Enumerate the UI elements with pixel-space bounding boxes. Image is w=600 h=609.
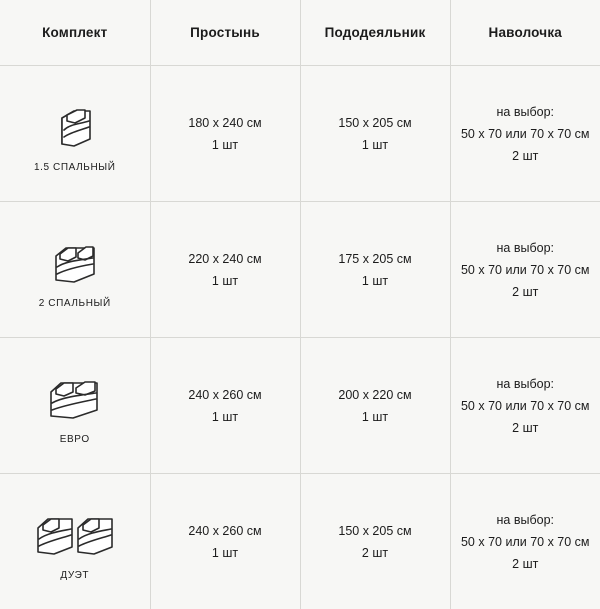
sheet-cell [150, 66, 300, 202]
kit-cell [0, 474, 150, 609]
duvet-cover-cell [300, 338, 450, 474]
pillow-choice: на выбор: [451, 101, 600, 123]
sheet-qty: 1 шт [151, 406, 300, 428]
table-row [0, 66, 600, 202]
pillow-qty: 2 шт [451, 553, 600, 575]
table-header-row [0, 0, 600, 66]
kit-cell [0, 66, 150, 202]
duvet-qty: 1 шт [301, 134, 450, 156]
kit-label: ДУЭТ [60, 570, 89, 581]
duvet-qty: 1 шт [301, 406, 450, 428]
pillow-qty: 2 шт [451, 417, 600, 439]
pillowcase-cell [450, 202, 600, 338]
kit-label: 1.5 СПАЛЬНЫЙ [34, 162, 116, 173]
kit-label: ЕВРО [60, 434, 90, 445]
euro-bed-icon [41, 366, 109, 428]
table-row [0, 338, 600, 474]
duvet-size: 150 x 205 см [301, 520, 450, 542]
duvet-cover-cell [300, 474, 450, 609]
duvet-size: 175 x 205 см [301, 248, 450, 270]
column-header-sheet: Простынь [150, 0, 300, 66]
kit-label: 2 СПАЛЬНЫЙ [39, 298, 111, 309]
duvet-qty: 2 шт [301, 542, 450, 564]
kit-cell [0, 338, 150, 474]
sheet-size: 220 x 240 см [151, 248, 300, 270]
sheet-qty: 1 шт [151, 542, 300, 564]
pillow-size: 50 x 70 или 70 x 70 см [451, 531, 600, 553]
column-header-pillowcase: Наволочка [450, 0, 600, 66]
kit-cell [0, 202, 150, 338]
duvet-size: 150 x 205 см [301, 112, 450, 134]
sheet-qty: 1 шт [151, 270, 300, 292]
pillow-choice: на выбор: [451, 373, 600, 395]
pillow-choice: на выбор: [451, 237, 600, 259]
column-header-kit: Комплект [0, 0, 150, 66]
duvet-cover-cell [300, 66, 450, 202]
sheet-qty: 1 шт [151, 134, 300, 156]
column-header-duvet-cover: Пододеяльник [300, 0, 450, 66]
pillow-qty: 2 шт [451, 145, 600, 167]
duvet-cover-cell [300, 202, 450, 338]
sheet-size: 240 x 260 см [151, 520, 300, 542]
pillow-choice: на выбор: [451, 509, 600, 531]
duet-bed-icon [32, 502, 118, 564]
sheet-size: 180 x 240 см [151, 112, 300, 134]
pillowcase-cell [450, 338, 600, 474]
sheet-cell [150, 474, 300, 609]
pillow-qty: 2 шт [451, 281, 600, 303]
sheet-cell [150, 338, 300, 474]
pillow-size: 50 x 70 или 70 x 70 см [451, 259, 600, 281]
table-header [0, 0, 600, 66]
pillow-size: 50 x 70 или 70 x 70 см [451, 123, 600, 145]
table-row [0, 202, 600, 338]
pillow-size: 50 x 70 или 70 x 70 см [451, 395, 600, 417]
double-bed-icon [44, 230, 106, 292]
duvet-size: 200 x 220 см [301, 384, 450, 406]
duvet-qty: 1 шт [301, 270, 450, 292]
table-body [0, 66, 600, 609]
single-bed-icon [44, 94, 106, 156]
sheet-cell [150, 202, 300, 338]
pillowcase-cell [450, 66, 600, 202]
table-row [0, 474, 600, 609]
pillowcase-cell [450, 474, 600, 609]
sheet-size: 240 x 260 см [151, 384, 300, 406]
